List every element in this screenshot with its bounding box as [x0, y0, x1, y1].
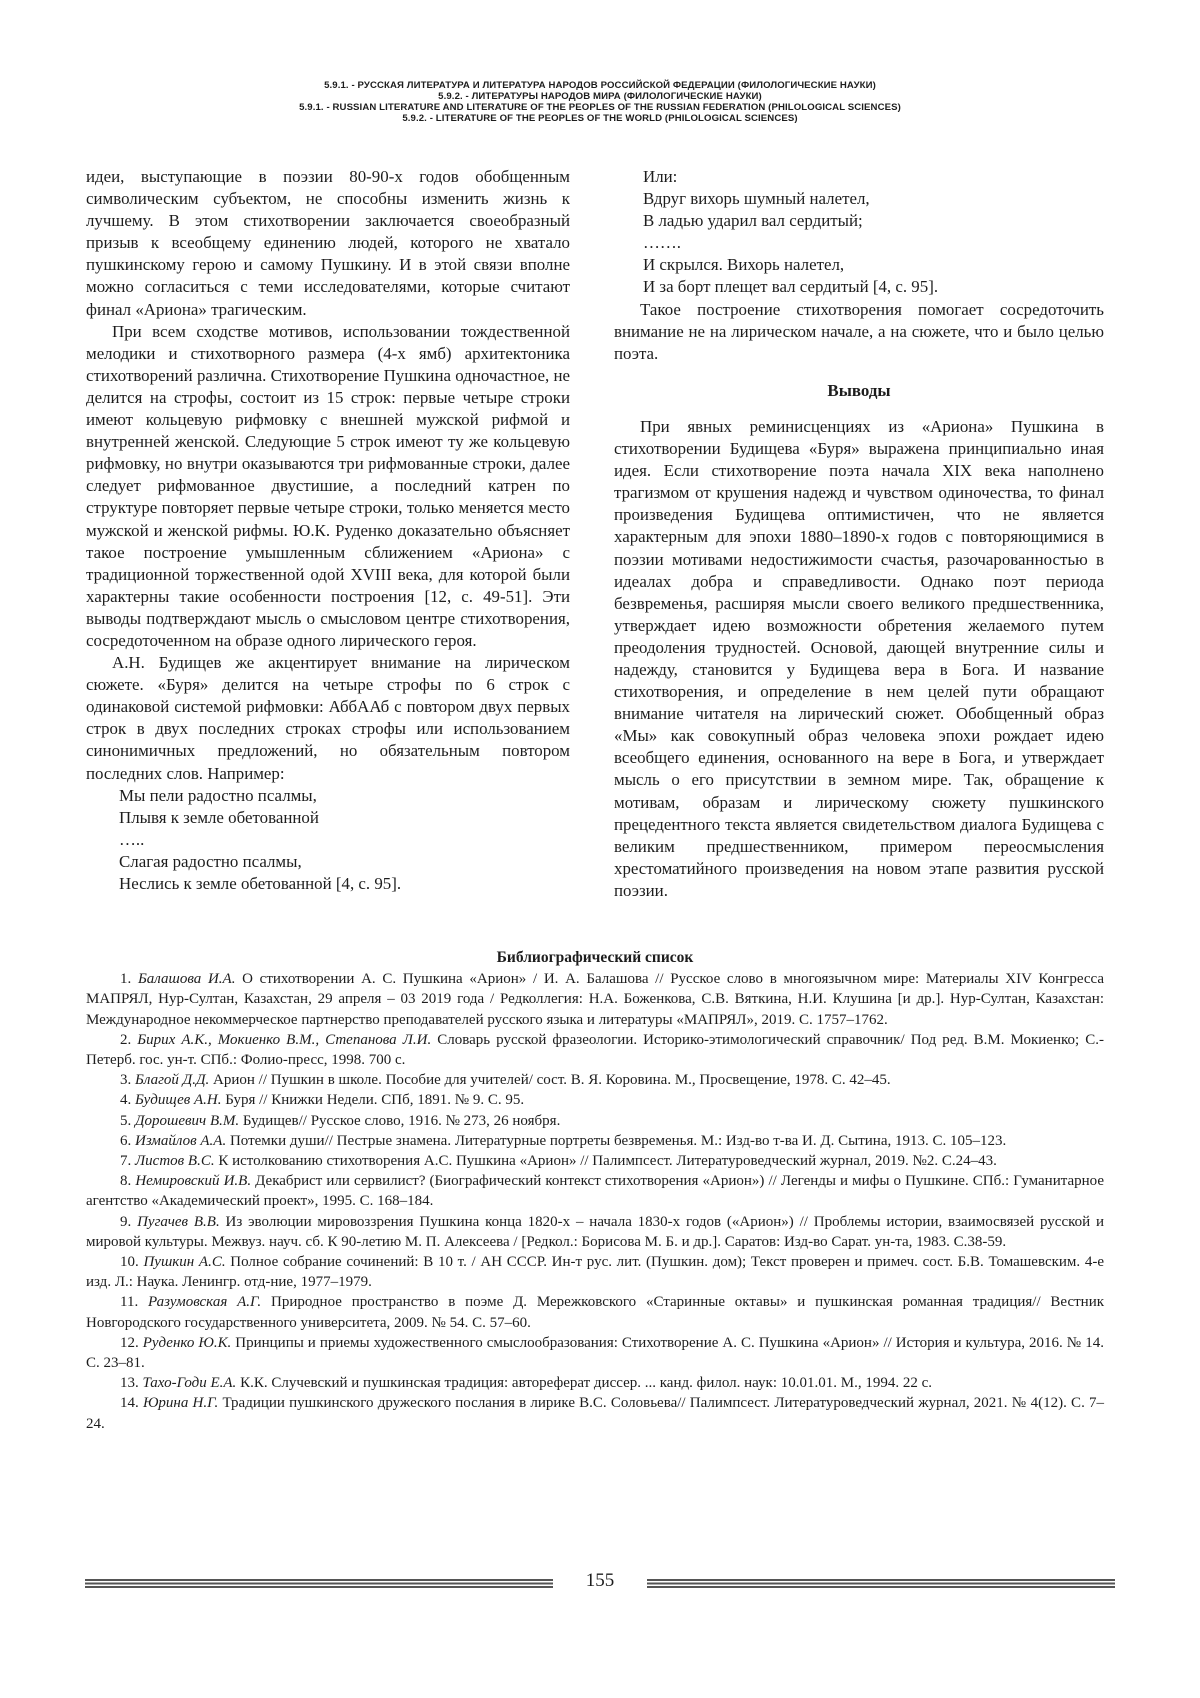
running-header	[80, 80, 1120, 124]
reference-text: Природное пространство в поэме Д. Мережковского «Старинные октавы» и пушкинская романная традиция// Вестник Новгородского государственного университета, 2009. № 54. С. 57–60.	[86, 1294, 1105, 1331]
right-column	[614, 166, 1104, 902]
reference-author: Тахо-Годи Е.А.	[142, 1375, 237, 1392]
reference-text: Словарь русской фразеологии. Историко-этимологический справочник/ Под ред. В.М. Мокиенко; С.-Петерб. гос. ун-т. СПб.: Фолио-пресс, 1998. 700 с.	[86, 1031, 1104, 1069]
reference-number: 7.	[120, 1153, 132, 1170]
reference-number: 5.	[120, 1112, 132, 1129]
reference-author: Будищев А.Н.	[135, 1092, 222, 1109]
reference-number: 14.	[120, 1395, 139, 1412]
reference-item	[86, 1292, 1104, 1332]
poem-line: В ладью ударил вал сердитый;	[643, 211, 863, 231]
poem-line: Вдруг вихорь шумный налетел,	[643, 189, 870, 209]
reference-number: 2.	[120, 1031, 132, 1048]
reference-text: Будищев// Русское слово, 1916. № 273, 26 ноября.	[239, 1112, 561, 1129]
header-line: 5.9.2. - ЛИТЕРАТУРЫ НАРОДОВ МИРА (ФИЛОЛОГИЧЕСКИЕ НАУКИ)	[438, 91, 762, 102]
reference-number: 12.	[120, 1334, 139, 1351]
poem-line: …….	[643, 233, 682, 253]
reference-number: 4.	[120, 1092, 132, 1109]
paragraph: А.Н. Будищев же акцентирует внимание на лирическом сюжете. «Буря» делится на четыре строфы по 6 строк с одинаковой системой рифмовки: АббААб с повтором двух первых строк в двух последних строках строфы или использованием синонимичных предложений, но обязательным повтором последних слов. Например:	[86, 653, 570, 783]
page-footer	[80, 1570, 1120, 1600]
reference-author: Благой Д.Д.	[135, 1072, 210, 1089]
reference-author: Листов В.С.	[135, 1153, 215, 1170]
reference-author: Руденко Ю.К.	[142, 1334, 232, 1351]
reference-number: 6.	[120, 1132, 132, 1149]
bibliography-heading: Библиографический список	[496, 949, 694, 966]
poem-line: Или:	[643, 167, 678, 186]
bibliography	[86, 948, 1104, 1434]
poem-excerpt	[614, 166, 1104, 299]
poem-line: Мы пели радостно псалмы,	[119, 785, 317, 805]
reference-item	[86, 1373, 1104, 1393]
poem-line: Плывя к земле обетованной	[119, 807, 319, 827]
reference-author: Балашова И.А.	[137, 971, 236, 988]
header-line: 5.9.1. - RUSSIAN LITERATURE AND LITERATURE OF THE PEOPLES OF THE RUSSIAN FEDERATION (PHILOLOGICAL SCIENCES)	[299, 102, 901, 113]
poem-line: И скрылся. Вихорь налетел,	[643, 255, 845, 275]
reference-author: Немировский И.В.	[135, 1173, 252, 1190]
reference-item	[86, 1131, 1104, 1151]
reference-number: 1.	[120, 971, 132, 988]
header-line: 5.9.1. - РУССКАЯ ЛИТЕРАТУРА И ЛИТЕРАТУРА НАРОДОВ РОССИЙСКОЙ ФЕДЕРАЦИИ (ФИЛОЛОГИЧЕСКИЕ НАУКИ)	[324, 80, 876, 91]
reference-item	[86, 1171, 1104, 1211]
reference-number: 3.	[120, 1072, 132, 1089]
reference-number: 9.	[120, 1213, 132, 1230]
reference-text: Традиции пушкинского дружеского послания в лирике В.С. Соловьева// Палимпсест. Литературоведческий журнал, 2021. № 4(12). С. 7–24.	[86, 1395, 1104, 1432]
reference-text: Принципы и приемы художественного смыслообразования: Стихотворение А. С. Пушкина «Арион» // История и культура, 2016. № 14. С. 23–81.	[86, 1334, 1104, 1372]
poem-line: …..	[119, 829, 145, 849]
paragraph: При всем сходстве мотивов, использовании тождественной мелодики и стихотворного размера (4-х ямб) архитектоника стихотворений различна. Стихотворение Пушкина одночастное, не делится на строфы, состоит из 15 строк: первые четыре строки имеют кольцевую рифмовку с внешней мужской рифмой и внутренней женской. Следующие 5 строк имеют ту же кольцевую рифмовку, но внутри оказываются три рифмованные строки, далее следует рифмованное двустишие, а последний катрен по структуре повторяет первые четыре строки, только меняется место мужской и женской рифмы. Ю.К. Руденко доказательно объясняет такое построение умышленным сближением «Ариона» с традиционной торжественной одой XVIII века, для которой были характерны такие особенности построения [12, с. 49-51]. Эти выводы подтверждают мысль о смысловом центре стихотворения, сосредоточенном на образе одного лирического героя.	[86, 321, 570, 650]
reference-item	[86, 1333, 1104, 1373]
header-line: 5.9.2. - LITERATURE OF THE PEOPLES OF THE WORLD (PHILOLOGICAL SCIENCES)	[402, 113, 798, 124]
reference-text: О стихотворении А. С. Пушкина «Арион» / И. А. Балашова // Русское слово в многоязычном мире: Материалы XIV Конгресса МАПРЯЛ, Нур-Султан, Казахстан, 29 апреля – 03 2019 года / Редколлегия: Н.А. Боженкова, С.В. Вяткина, Н.И. Клушина [и др.]. Нур-Султан, Казахстан: Международное некоммерческое партнерство преподавателей русского языка и литературы «МАПРЯЛ», 2019. С. 1757–1762.	[86, 971, 1105, 1028]
reference-item	[86, 1030, 1104, 1070]
poem-line: И за борт плещет вал сердитый [4, с. 95].	[643, 277, 939, 297]
poem-excerpt	[86, 785, 570, 895]
reference-item	[86, 1212, 1104, 1252]
poem-line: Слагая радостно псалмы,	[119, 851, 302, 871]
reference-text: Из эволюции мировоззрения Пушкина конца 1820-х – начала 1830-х годов («Арион») // Проблемы истории, взаимосвязей русской и мировой культуры. Межвуз. науч. сб. К 90-летию М. П. Алексеева / [Редкол.: Борисова М. Б. и др.]. Саратов: Изд-во Сарат. ун-та, 1983. С.38-59.	[86, 1213, 1105, 1250]
footer-rule-right	[647, 1579, 1115, 1588]
reference-text: К истолкованию стихотворения А.С. Пушкина «Арион» // Палимпсест. Литературоведческий журнал, 2019. №2. С.24–43.	[214, 1153, 997, 1170]
page-number: 155	[585, 1570, 615, 1591]
reference-author: Разумовская А.Г.	[148, 1294, 262, 1311]
reference-item	[86, 1252, 1104, 1292]
reference-author: Дорошевич В.М.	[135, 1112, 240, 1129]
reference-author: Бирих А.К., Мокиенко В.М., Степанова Л.И.	[137, 1031, 432, 1048]
reference-item	[86, 1070, 1104, 1090]
reference-author: Юрина Н.Г.	[142, 1395, 219, 1412]
reference-number: 13.	[120, 1375, 139, 1392]
reference-text: Полное собрание сочинений: В 10 т. / АН СССР. Ин-т рус. лит. (Пушкин. дом); Текст проверен и примеч. сост. Б.В. Томашевским. 4-е изд. Л.: Наука. Ленингр. отд-ние, 1977–1979.	[86, 1254, 1104, 1291]
left-column	[86, 166, 570, 895]
poem-line: Неслись к земле обетованной [4, с. 95].	[119, 874, 402, 893]
reference-number: 10.	[120, 1254, 139, 1271]
reference-author: Измайлов А.А.	[135, 1132, 227, 1149]
reference-item	[86, 1090, 1104, 1110]
reference-text: Арион // Пушкин в школе. Пособие для учителей/ сост. В. Я. Коровина. М., Просвещение, 1978. С. 42–45.	[209, 1072, 891, 1089]
paragraph: идеи, выступающие в поэзии 80-90-х годов обобщенным символическим субъектом, не способны изменить жизнь к лучшему. В этом стихотворении заключается своеобразный призыв к всеобщему единению людей, которого не хватало пушкинскому герою и самому Пушкину. И в этой связи вполне можно согласиться с теми исследователями, которые считают финал «Ариона» трагическим.	[86, 167, 570, 319]
reference-author: Пушкин А.С.	[143, 1254, 226, 1271]
reference-item	[86, 1151, 1104, 1171]
reference-number: 11.	[120, 1294, 139, 1311]
reference-author: Пугачев В.В.	[137, 1213, 220, 1230]
reference-item	[86, 1111, 1104, 1131]
reference-number: 8.	[120, 1173, 132, 1190]
conclusions-heading: Выводы	[827, 380, 891, 400]
reference-item	[86, 969, 1104, 1030]
reference-text: Декабрист или сервилист? (Биографический контекст стихотворения «Арион») // Легенды и мифы о Пушкине. СПб.: Гуманитарное агентство «Академический проект», 1995. С. 168–184.	[86, 1173, 1105, 1210]
paragraph: Такое построение стихотворения помогает сосредоточить внимание не на лирическом начале, а на сюжете, что и было целью поэта.	[614, 299, 1104, 363]
reference-text: К.К. Случевский и пушкинская традиция: автореферат диссер. ... канд. филол. наук: 10.01.01. М., 1994. 22 с.	[236, 1375, 933, 1392]
reference-item	[86, 1393, 1104, 1433]
paragraph: При явных реминисценциях из «Ариона» Пушкина в стихотворении Будищева «Буря» выражена принципиально иная идея. Если стихотворение поэта начала XIX века наполнено трагизмом от крушения надежд и чувством одиночества, то финал произведения Будищева оптимистичен, что не является характерным для эпохи 1880–1890-х годов с повторяющимися в поэзии мотивами недостижимости счастья, разочарованностью в идеалах добра и справедливости. Однако поэт периода безвременья, расширяя мысли своего великого предшественника, утверждает идею возможности обретения желаемого путем преодоления трудностей. Основой, дающей внутренние силы и надежду, становится у Будищева вера в Бога. И название стихотворения, и определение в нем целей пути обращают внимание читателя на лирический сюжет. Обобщенный образ «Мы» как совокупный образ человека эпохи рождает идею всеобщего единения, основанного на вере в Бога, и утверждает мысль о его присутствии в земном мире. Так, обращение к мотивам, образам и лирическому сюжету пушкинского прецедентного текста является свидетельством диалога Будищева с великим предшественником, примером переосмысления хрестоматийного произведения на новом этапе развития русской поэзии.	[614, 416, 1104, 900]
reference-text: Буря // Книжки Недели. СПб, 1891. № 9. С. 95.	[221, 1092, 525, 1109]
reference-text: Потемки души// Пестрые знамена. Литературные портреты безвременья. М.: Изд-во т-ва И. Д. Сытина, 1913. С. 105–123.	[226, 1132, 1007, 1149]
